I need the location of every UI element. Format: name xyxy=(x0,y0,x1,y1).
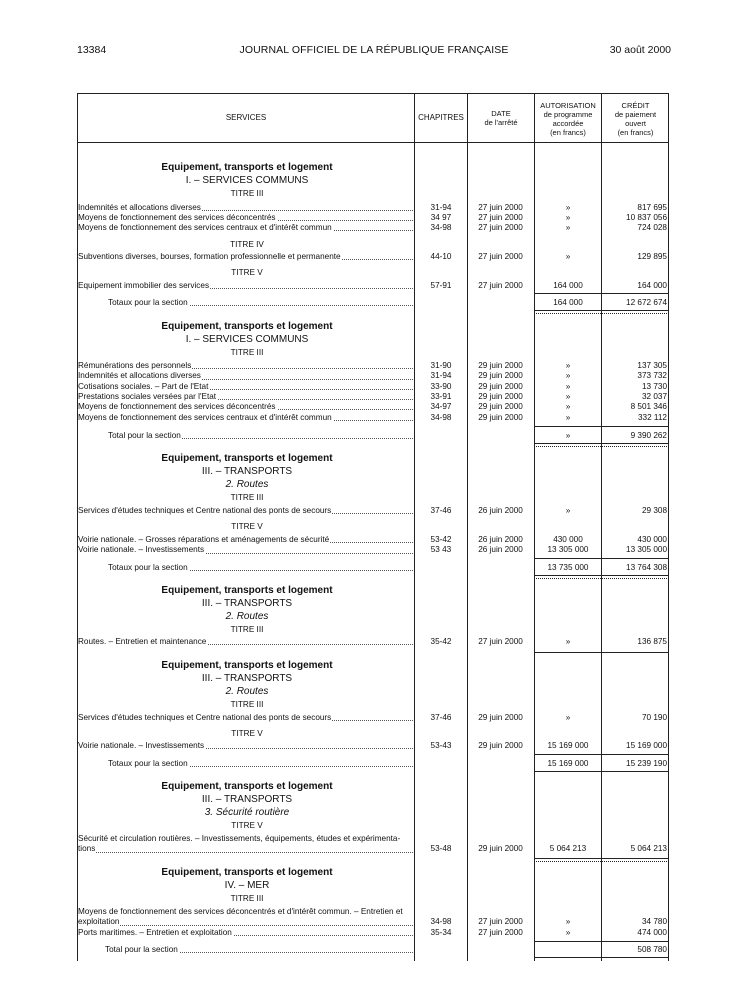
section-ministry: Equipement, transports et logement xyxy=(161,660,333,671)
section-subtitle: III. – TRANSPORTS xyxy=(201,466,293,477)
row-credit: 136 875 xyxy=(637,637,667,646)
row-chapitre: 34 97 xyxy=(430,213,452,222)
row-autorisation: » xyxy=(565,252,571,261)
total-label: Totaux pour la section xyxy=(108,563,188,572)
row-label: Services d'études techniques et Centre national des ponts de secours xyxy=(78,506,332,515)
row-date: 27 juin 2000 xyxy=(478,213,523,222)
titre-heading: TITRE V xyxy=(231,522,263,531)
row-chapitre: 31-90 xyxy=(430,361,452,370)
total-label: Totaux pour la section xyxy=(108,298,188,307)
total-credit: 508 780 xyxy=(637,945,667,954)
total-label: Total pour la section xyxy=(105,945,178,954)
row-chapitre: 37-46 xyxy=(430,506,452,515)
row-credit: 32 037 xyxy=(641,391,667,401)
total-row xyxy=(0,298,748,309)
titre-heading: TITRE III xyxy=(230,348,264,357)
row-autorisation: » xyxy=(565,927,571,937)
total-rule xyxy=(534,861,669,862)
row-chapitre: 44-10 xyxy=(430,252,452,261)
row-date: 26 juin 2000 xyxy=(478,535,523,544)
section-ministry: Equipement, transports et logement xyxy=(161,585,333,596)
total-rule xyxy=(534,558,669,559)
titre-heading: TITRE III xyxy=(230,894,264,903)
table-row xyxy=(0,281,748,292)
titre-heading: TITRE III xyxy=(230,189,264,198)
header-rule xyxy=(77,142,669,143)
total-rule xyxy=(534,652,669,653)
row-label: Moyens de fonctionnement des services centraux et d'intérêt commun xyxy=(78,412,332,422)
section-subtitle: I. – SERVICES COMMUNS xyxy=(185,334,309,345)
total-autorisation: » xyxy=(565,431,571,440)
row-credit: 430 000 xyxy=(637,535,667,544)
row-label: Prestations sociales versées par l'Etat xyxy=(78,391,217,401)
row-label: Indemnités et allocations diverses xyxy=(78,371,201,381)
total-autorisation: 13 735 000 xyxy=(547,563,589,572)
total-rule xyxy=(534,575,669,576)
row-autorisation: » xyxy=(565,203,571,212)
row-date: 27 juin 2000 xyxy=(478,203,523,212)
row-chapitre: 34-98 xyxy=(430,223,452,232)
row-chapitre: 53-43 xyxy=(430,741,452,750)
row-date: 27 juin 2000 xyxy=(478,281,523,290)
row-date: 29 juin 2000 xyxy=(478,741,523,750)
titre-heading: TITRE III xyxy=(230,700,264,709)
section-ministry: Equipement, transports et logement xyxy=(161,162,333,173)
row-date: 29 juin 2000 xyxy=(478,844,523,854)
row-chapitre: 35-34 xyxy=(430,927,452,937)
section-ministry: Equipement, transports et logement xyxy=(161,781,333,792)
row-autorisation: » xyxy=(565,917,571,927)
section-subtitle: III. – TRANSPORTS xyxy=(201,598,293,609)
row-credit: 10 837 056 xyxy=(626,213,667,222)
row-credit: 34 780 xyxy=(641,917,667,927)
row-label-cont: exploitation xyxy=(78,917,120,927)
row-chapitre: 35-42 xyxy=(430,637,452,646)
row-label: Ports maritimes. – Entretien et exploitation xyxy=(78,927,232,937)
total-rule xyxy=(534,578,669,579)
row-label: Moyens de fonctionnement des services déconcentrés xyxy=(78,402,276,412)
row-autorisation: » xyxy=(565,361,571,370)
journal-title: JOURNAL OFFICIEL DE LA RÉPUBLIQUE FRANÇAISE xyxy=(239,44,509,56)
row-chapitre: 34-97 xyxy=(430,402,452,412)
row-autorisation: » xyxy=(565,391,571,401)
row-autorisation: » xyxy=(565,412,571,422)
total-rule xyxy=(534,941,669,942)
total-rule xyxy=(534,293,669,294)
table-row xyxy=(0,252,748,263)
row-credit: 13 730 xyxy=(641,381,667,391)
row-label: Sécurité et circulation routières. – Investissements, équipements, études et expérimenta- xyxy=(78,834,401,843)
col-header-autorisation: AUTORISATION de programme accordée (en francs) xyxy=(540,101,596,137)
page-number: 13384 xyxy=(77,44,107,56)
row-date: 29 juin 2000 xyxy=(478,371,523,381)
page-header xyxy=(0,44,748,60)
row-label: Voirie nationale. – Investissements xyxy=(78,741,205,750)
row-credit: 70 190 xyxy=(641,713,667,722)
row-label: Indemnités et allocations diverses xyxy=(78,203,201,212)
total-rule xyxy=(534,313,669,314)
total-label: Total pour la section xyxy=(108,431,181,440)
row-label: Voirie nationale. – Investissements xyxy=(78,545,205,555)
row-credit: 13 305 000 xyxy=(626,545,667,555)
row-label: Voirie nationale. – Grosses réparations et aménagements de sécurité xyxy=(78,535,330,544)
section-subtitle: I. – SERVICES COMMUNS xyxy=(185,175,309,186)
row-autorisation: 164 000 xyxy=(553,281,583,290)
total-rule xyxy=(534,426,669,427)
row-label: Equipement immobilier des services xyxy=(78,281,210,290)
row-autorisation: » xyxy=(565,402,571,412)
section-ministry: Equipement, transports et logement xyxy=(161,867,333,878)
row-credit: 15 169 000 xyxy=(626,741,667,750)
total-rule xyxy=(534,443,669,444)
row-date: 29 juin 2000 xyxy=(478,361,523,370)
row-credit: 137 305 xyxy=(637,361,667,370)
row-date: 27 juin 2000 xyxy=(478,927,523,937)
row-autorisation: » xyxy=(565,381,571,391)
row-date: 27 juin 2000 xyxy=(478,917,523,927)
titre-heading: TITRE V xyxy=(231,729,263,738)
row-autorisation: » xyxy=(565,637,571,646)
row-date: 27 juin 2000 xyxy=(478,223,523,232)
row-date: 29 juin 2000 xyxy=(478,402,523,412)
row-credit: 332 112 xyxy=(638,412,667,422)
row-label: Moyens de fonctionnement des services déconcentrés xyxy=(78,213,276,222)
row-autorisation: » xyxy=(565,371,571,381)
total-rule xyxy=(534,957,669,958)
titre-heading: TITRE III xyxy=(230,493,264,502)
row-credit: 817 695 xyxy=(637,203,667,212)
row-date: 26 juin 2000 xyxy=(478,506,523,515)
row-label: Cotisations sociales. – Part de l'Etat xyxy=(78,381,209,391)
row-credit: 8 501 346 xyxy=(630,402,667,412)
row-label: Rémunérations des personnels xyxy=(78,361,192,370)
section-subsection: 2. Routes xyxy=(225,611,269,622)
row-label: Routes. – Entretien et maintenance xyxy=(78,637,207,646)
row-chapitre: 31-94 xyxy=(430,203,452,212)
section-subsection: 3. Sécurité routière xyxy=(204,807,290,818)
row-credit: 129 895 xyxy=(637,252,667,261)
row-autorisation: » xyxy=(565,506,571,515)
total-autorisation: 15 169 000 xyxy=(547,759,589,768)
table-row xyxy=(0,223,748,234)
row-chapitre: 53-48 xyxy=(430,844,452,854)
row-date: 27 juin 2000 xyxy=(478,637,523,646)
row-autorisation: » xyxy=(565,213,571,222)
row-label-cont: tions xyxy=(78,844,96,854)
row-chapitre: 33-91 xyxy=(430,391,452,401)
row-credit: 5 064 213 xyxy=(630,844,667,854)
total-rule xyxy=(534,771,669,772)
row-credit: 29 308 xyxy=(641,506,667,515)
total-rule xyxy=(534,446,669,447)
row-label: Moyens de fonctionnement des services centraux et d'intérêt commun xyxy=(78,223,332,232)
row-chapitre: 34-98 xyxy=(430,917,452,927)
row-chapitre: 33-90 xyxy=(430,381,452,391)
row-chapitre: 53-42 xyxy=(430,535,452,544)
total-credit: 13 764 308 xyxy=(626,563,667,572)
row-date: 29 juin 2000 xyxy=(478,412,523,422)
row-date: 27 juin 2000 xyxy=(478,252,523,261)
total-rule xyxy=(534,754,669,755)
total-rule xyxy=(534,310,669,311)
row-chapitre: 57-91 xyxy=(430,281,452,290)
row-label: Services d'études techniques et Centre national des ponts de secours xyxy=(78,713,332,722)
row-label: Subventions diverses, bourses, formation professionnelle et permanente xyxy=(78,252,341,261)
section-ministry: Equipement, transports et logement xyxy=(161,453,333,464)
row-date: 29 juin 2000 xyxy=(478,713,523,722)
row-date: 29 juin 2000 xyxy=(478,391,523,401)
row-date: 26 juin 2000 xyxy=(478,545,523,555)
issue-date: 30 août 2000 xyxy=(609,44,671,56)
section-ministry: Equipement, transports et logement xyxy=(161,321,333,332)
titre-heading: TITRE V xyxy=(231,268,263,277)
col-header-credit: CRÉDIT de paiement ouvert (en francs) xyxy=(614,101,657,137)
row-autorisation: » xyxy=(565,223,571,232)
row-autorisation: » xyxy=(565,713,571,722)
col-header-services: SERVICES xyxy=(225,113,267,122)
row-credit: 164 000 xyxy=(637,281,667,290)
row-autorisation: 5 064 213 xyxy=(549,844,587,854)
section-subtitle: IV. – MER xyxy=(224,880,270,891)
total-rule xyxy=(534,858,669,859)
row-chapitre: 31-94 xyxy=(430,371,452,381)
col-header-chapitres: CHAPITRES xyxy=(418,113,464,122)
row-autorisation: 430 000 xyxy=(553,535,583,544)
total-label: Totaux pour la section xyxy=(108,759,188,768)
row-credit: 373 732 xyxy=(637,371,667,381)
row-chapitre: 34-98 xyxy=(430,412,452,422)
col-header-date: DATE de l'arrêté xyxy=(484,109,518,127)
total-autorisation: 164 000 xyxy=(553,298,583,307)
total-credit: 9 390 262 xyxy=(630,431,667,440)
row-label: Moyens de fonctionnement des services déconcentrés et d'intérêt commun. – Entretien et xyxy=(78,907,403,916)
row-credit: 724 028 xyxy=(637,223,667,232)
row-chapitre: 53 43 xyxy=(430,545,452,555)
row-autorisation: 13 305 000 xyxy=(547,545,589,555)
section-subtitle: III. – TRANSPORTS xyxy=(201,794,293,805)
row-credit: 474 000 xyxy=(637,927,667,937)
titre-heading: TITRE V xyxy=(231,821,263,830)
row-date: 29 juin 2000 xyxy=(478,381,523,391)
section-subsection: 2. Routes xyxy=(225,479,269,490)
section-subsection: 2. Routes xyxy=(225,686,269,697)
titre-heading: TITRE III xyxy=(230,625,264,634)
row-chapitre: 37-46 xyxy=(430,713,452,722)
total-credit: 12 672 674 xyxy=(626,298,667,307)
total-credit: 15 239 190 xyxy=(626,759,667,768)
titre-heading: TITRE IV xyxy=(230,240,264,249)
row-autorisation: 15 169 000 xyxy=(547,741,589,750)
section-subtitle: III. – TRANSPORTS xyxy=(201,673,293,684)
